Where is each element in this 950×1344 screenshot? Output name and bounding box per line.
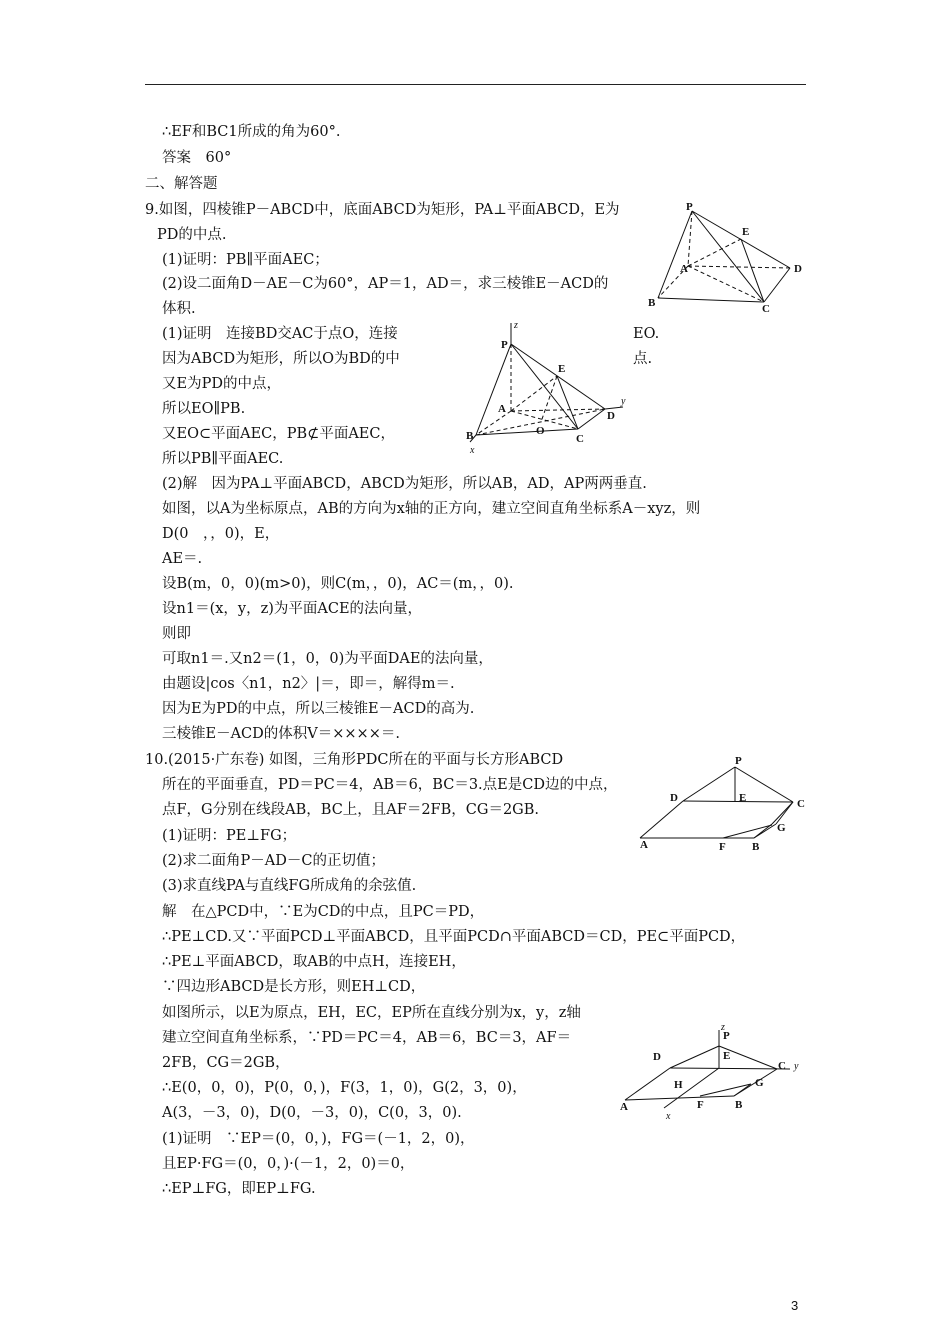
text-line: ∴EP⊥FG，即EP⊥FG.: [162, 1181, 316, 1197]
problem-10-stem: 10.(2015·广东卷) 如图，三角形PDC所在的平面与长方形ABCD: [145, 752, 564, 768]
vertex-label: P: [735, 755, 742, 767]
vertex-label: A: [640, 839, 648, 851]
text-line: (2)解 因为PA⊥平面ABCD，ABCD为矩形，所以AB，AD，AP两两垂直.: [162, 476, 647, 492]
text-line: ∴E(0，0，0)，P(0，0，)，F(3，1，0)，G(2，3，0)，: [162, 1080, 527, 1096]
vertex-label: C: [797, 798, 805, 810]
vertex-label: A: [498, 403, 506, 415]
page-number: 3: [791, 1298, 799, 1313]
text-line: 答案 60°: [162, 150, 232, 166]
vertex-label: O: [536, 425, 545, 437]
text-line: 因为E为PD的中点，所以三棱锥E－ACD的高为.: [162, 701, 475, 717]
vertex-label: E: [723, 1050, 731, 1062]
vertex-label: B: [466, 430, 474, 442]
axis-label: z: [721, 1022, 725, 1033]
header-rule: [145, 84, 806, 85]
text-line: 建立空间直角坐标系，∵PD＝PC＝4，AB＝6，BC＝3，AF＝: [162, 1030, 572, 1046]
vertex-label: P: [723, 1030, 730, 1042]
axis-label: x: [470, 445, 475, 456]
vertex-label: B: [735, 1099, 743, 1111]
text-line: ∵四边形ABCD是长方形，则EH⊥CD，: [162, 979, 426, 995]
text-line: A(3，－3，0)，D(0，－3，0)，C(0，3，0).: [162, 1105, 462, 1121]
axis-label: z: [514, 320, 518, 331]
vertex-label: E: [739, 792, 747, 804]
text-line: ∴EF和BC1所成的角为60°.: [162, 124, 341, 140]
text-line: (1)证明：PE⊥FG；: [162, 828, 297, 844]
vertex-label: D: [653, 1051, 661, 1063]
vertex-label: D: [794, 263, 802, 275]
vertex-label: F: [697, 1099, 704, 1111]
text-line: 则即: [162, 626, 191, 642]
axis-label: y: [794, 1061, 799, 1072]
figure-pyramid: [640, 196, 815, 316]
axis-label: y: [621, 396, 626, 407]
vertex-label: E: [558, 363, 566, 375]
text-line: 三棱锥E－ACD的体积V＝××××＝.: [162, 726, 400, 742]
vertex-label: A: [680, 263, 688, 275]
text-line: (2)设二面角D－AE－C为60°，AP＝1，AD＝，求三棱锥E－ACD的: [162, 276, 609, 292]
text-line: 因为ABCD为矩形，所以O为BD的中: [162, 351, 400, 367]
vertex-label: C: [778, 1060, 786, 1072]
text-line: (3)求直线PA与直线FG所成角的余弦值.: [162, 878, 417, 894]
text-line: AE＝.: [162, 551, 203, 567]
text-line: 点F，G分别在线段AB，BC上，且AF＝2FB，CG＝2GB.: [162, 802, 540, 818]
text-line: (1)证明：PB∥平面AEC；: [162, 252, 329, 268]
vertex-label: P: [686, 201, 693, 213]
text-line: EO.: [633, 326, 660, 342]
vertex-label: H: [674, 1079, 683, 1091]
text-line: 体积.: [162, 301, 196, 317]
text-line: ∴PE⊥平面ABCD，取AB的中点H，连接EH，: [162, 954, 466, 970]
vertex-label: D: [670, 792, 678, 804]
text-line: 所在的平面垂直，PD＝PC＝4，AB＝6，BC＝3.点E是CD边的中点，: [162, 777, 618, 793]
text-line: 解 在△PCD中，∵E为CD的中点，且PC＝PD，: [162, 904, 485, 920]
vertex-label: C: [762, 303, 770, 315]
figure-prism: [630, 752, 815, 852]
vertex-label: E: [742, 226, 750, 238]
vertex-label: P: [501, 339, 508, 351]
text-line: 所以EO∥PB.: [162, 401, 246, 417]
vertex-label: C: [576, 433, 584, 445]
text-line: 所以PB∥平面AEC.: [162, 451, 284, 467]
text-line: 设n1＝(x，y，z)为平面ACE的法向量，: [162, 601, 423, 617]
text-line: 又EO⊂平面AEC，PB⊄平面AEC，: [162, 426, 395, 442]
text-line: 又E为PD的中点，: [162, 376, 281, 392]
text-line: (1)证明 ∵EP＝(0，0，)，FG＝(－1，2，0)，: [162, 1131, 475, 1147]
vertex-label: B: [752, 841, 760, 853]
section-heading: 二、解答题: [145, 176, 218, 192]
text-line: D(0 ，，0)，E，: [162, 526, 280, 542]
vertex-label: G: [777, 822, 786, 834]
text-line: (1)证明 连接BD交AC于点O，连接: [162, 326, 398, 342]
text-line: 点.: [633, 351, 653, 367]
vertex-label: D: [607, 410, 615, 422]
text-line: (2)求二面角P－AD－C的正切值；: [162, 853, 385, 869]
vertex-label: A: [620, 1101, 628, 1113]
text-line: 设B(m，0，0)(m>0)，则C(m，，0)，AC＝(m，，0).: [162, 576, 514, 592]
text-line: 2FB，CG＝2GB，: [162, 1055, 290, 1071]
problem-9-stem: 9.如图，四棱锥P－ABCD中，底面ABCD为矩形，PA⊥平面ABCD，E为: [145, 202, 620, 218]
figure-prism-axes: [615, 1022, 810, 1126]
text-line: 可取n1＝.又n2＝(1，0，0)为平面DAE的法向量，: [162, 651, 493, 667]
figure-pyramid-axes: [458, 318, 643, 458]
axis-label: x: [666, 1111, 671, 1122]
vertex-label: B: [648, 297, 656, 309]
text-line: ∴PE⊥CD.又∵平面PCD⊥平面ABCD，且平面PCD∩平面ABCD＝CD，PE⊂平面PCD，: [162, 929, 746, 945]
text-line: 如图，以A为坐标原点，AB的方向为x轴的正方向，建立空间直角坐标系A－xyz，则: [162, 501, 701, 517]
text-line: 且EP·FG＝(0，0，)·(－1，2，0)＝0，: [162, 1156, 415, 1172]
vertex-label: G: [755, 1077, 764, 1089]
text-line: 由题设|cos〈n1，n2〉|＝，即＝，解得m＝.: [162, 676, 455, 692]
text-line: PD的中点.: [157, 227, 227, 243]
vertex-label: F: [719, 841, 726, 853]
text-line: 如图所示，以E为原点，EH，EC，EP所在直线分别为x，y，z轴: [162, 1005, 581, 1021]
